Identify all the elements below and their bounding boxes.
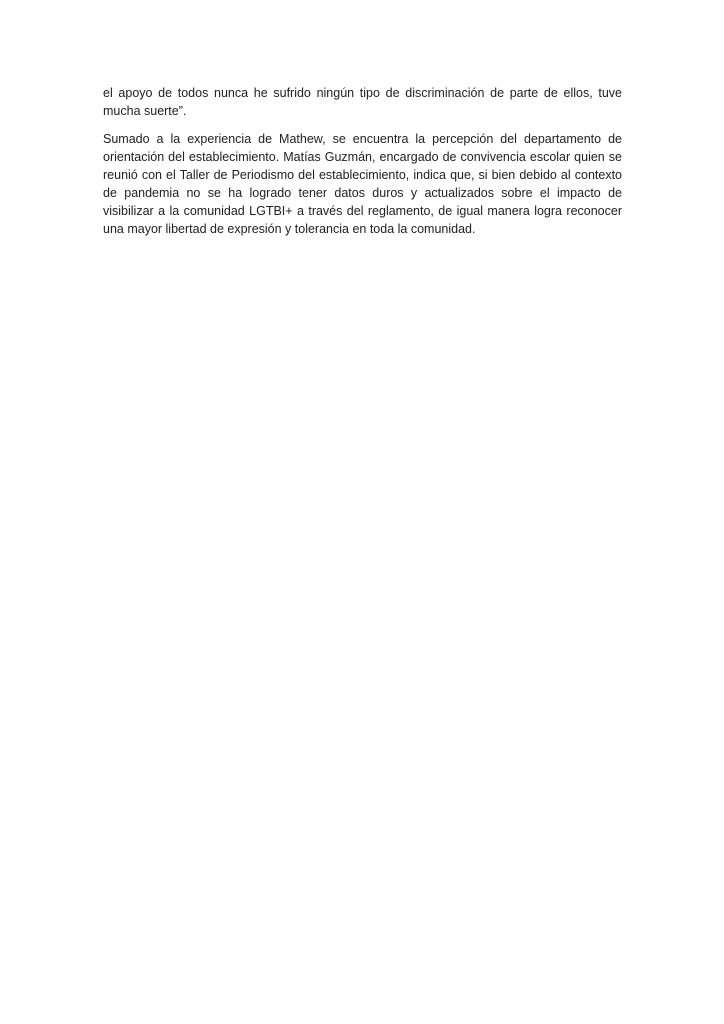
document-body xyxy=(103,84,622,248)
paragraph-orientation-department: Sumado a la experiencia de Mathew, se encuentra la percepción del departamento de orientación del establecimiento. Matías Guzmán, encargado de convivencia escolar quien se reunió con el Taller de Periodismo del establecimiento, indica que, si bien debido al contexto de pandemia no se ha logrado tener datos duros y actualizados sobre el impacto de visibilizar a la comunidad LGTBI+ a través del reglamento, de igual manera logra reconocer una mayor libertad de expresión y tolerancia en toda la comunidad. xyxy=(103,132,622,236)
paragraph-quote-ending: el apoyo de todos nunca he sufrido ningún tipo de discriminación de parte de ellos, tuve mucha suerte”. xyxy=(103,86,622,118)
